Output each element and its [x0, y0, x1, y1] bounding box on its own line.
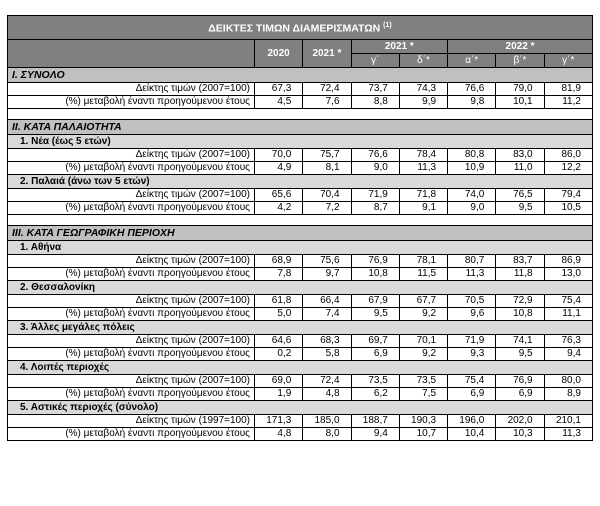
- value-cell: 72,4: [303, 82, 351, 95]
- value-cell: 72,9: [496, 294, 544, 307]
- row-label: Δείκτης τιμών (2007=100): [8, 254, 255, 267]
- group-header-row: [8, 240, 593, 254]
- value-cell: 75,6: [303, 254, 351, 267]
- table-row: [8, 161, 593, 174]
- value-cell: 8,0: [303, 427, 351, 440]
- value-cell: 9,2: [399, 347, 447, 360]
- value-cell: 80,0: [544, 374, 592, 387]
- table-row: [8, 254, 593, 267]
- value-cell: 74,0: [448, 188, 496, 201]
- value-cell: 188,7: [351, 414, 399, 427]
- section-title: III. ΚΑΤΑ ΓΕΩΓΡΑΦΙΚΗ ΠΕΡΙΟΧΗ: [8, 225, 593, 240]
- value-cell: 11,2: [544, 95, 592, 108]
- row-label: Δείκτης τιμών (2007=100): [8, 374, 255, 387]
- row-label: (%) μεταβολή έναντι προηγούμενου έτους: [8, 95, 255, 108]
- value-cell: 75,7: [303, 148, 351, 161]
- value-cell: 10,8: [496, 307, 544, 320]
- value-cell: 74,3: [399, 82, 447, 95]
- row-label: Δείκτης τιμών (1997=100): [8, 414, 255, 427]
- value-cell: 7,8: [255, 267, 303, 280]
- value-cell: 76,9: [496, 374, 544, 387]
- value-cell: 69,7: [351, 334, 399, 347]
- row-label: (%) μεταβολή έναντι προηγούμενου έτους: [8, 161, 255, 174]
- value-cell: 7,2: [303, 201, 351, 214]
- header-quarter: α΄*: [448, 53, 496, 67]
- value-cell: 73,5: [351, 374, 399, 387]
- value-cell: 79,0: [496, 82, 544, 95]
- value-cell: 65,6: [255, 188, 303, 201]
- row-label: (%) μεταβολή έναντι προηγούμενου έτους: [8, 427, 255, 440]
- value-cell: 10,9: [448, 161, 496, 174]
- value-cell: 11,3: [448, 267, 496, 280]
- value-cell: 9,0: [448, 201, 496, 214]
- value-cell: 80,8: [448, 148, 496, 161]
- value-cell: 76,9: [351, 254, 399, 267]
- value-cell: 11,3: [544, 427, 592, 440]
- value-cell: 61,8: [255, 294, 303, 307]
- group-header-row: [8, 174, 593, 188]
- value-cell: 70,0: [255, 148, 303, 161]
- value-cell: 75,4: [544, 294, 592, 307]
- value-cell: 10,8: [351, 267, 399, 280]
- value-cell: 10,3: [496, 427, 544, 440]
- table-title: [8, 16, 593, 40]
- value-cell: 7,6: [303, 95, 351, 108]
- row-label: Δείκτης τιμών (2007=100): [8, 294, 255, 307]
- value-cell: 66,4: [303, 294, 351, 307]
- row-label: Δείκτης τιμών (2007=100): [8, 334, 255, 347]
- value-cell: 8,9: [544, 387, 592, 400]
- value-cell: 9,1: [399, 201, 447, 214]
- header-2022-quarters: 2022 *: [448, 39, 593, 53]
- header-quarter: β΄*: [496, 53, 544, 67]
- value-cell: 10,5: [544, 201, 592, 214]
- header-row-years: [8, 39, 593, 53]
- value-cell: 76,6: [448, 82, 496, 95]
- value-cell: 70,5: [448, 294, 496, 307]
- value-cell: 78,1: [399, 254, 447, 267]
- value-cell: 67,7: [399, 294, 447, 307]
- value-cell: 7,5: [399, 387, 447, 400]
- value-cell: 86,9: [544, 254, 592, 267]
- table-row: [8, 347, 593, 360]
- value-cell: 9,2: [399, 307, 447, 320]
- value-cell: 11,1: [544, 307, 592, 320]
- table-row: [8, 82, 593, 95]
- value-cell: 9,6: [448, 307, 496, 320]
- value-cell: 69,0: [255, 374, 303, 387]
- group-header-row: [8, 134, 593, 148]
- price-index-table: [7, 15, 593, 441]
- value-cell: 8,8: [351, 95, 399, 108]
- value-cell: 190,3: [399, 414, 447, 427]
- value-cell: 8,7: [351, 201, 399, 214]
- title-footnote-mark: (1): [383, 22, 392, 29]
- spacer-cell: [8, 214, 593, 225]
- value-cell: 80,7: [448, 254, 496, 267]
- header-blank: [8, 39, 255, 67]
- header-quarter: δ΄*: [399, 53, 447, 67]
- value-cell: 11,3: [399, 161, 447, 174]
- value-cell: 11,8: [496, 267, 544, 280]
- table-row: [8, 267, 593, 280]
- value-cell: 9,0: [351, 161, 399, 174]
- header-quarter: γ΄: [351, 53, 399, 67]
- group-title: 5. Αστικές περιοχές (σύνολο): [8, 400, 593, 414]
- section-header-row: [8, 225, 593, 240]
- group-header-row: [8, 360, 593, 374]
- value-cell: 8,1: [303, 161, 351, 174]
- table-row: [8, 188, 593, 201]
- value-cell: 74,1: [496, 334, 544, 347]
- header-quarter: γ΄*: [544, 53, 592, 67]
- row-label: (%) μεταβολή έναντι προηγούμενου έτους: [8, 347, 255, 360]
- group-title: 1. Αθήνα: [8, 240, 593, 254]
- table-row: [8, 148, 593, 161]
- table-row: [8, 374, 593, 387]
- value-cell: 71,8: [399, 188, 447, 201]
- table-row: [8, 414, 593, 427]
- value-cell: 9,7: [303, 267, 351, 280]
- value-cell: 10,4: [448, 427, 496, 440]
- value-cell: 67,9: [351, 294, 399, 307]
- value-cell: 6,9: [496, 387, 544, 400]
- value-cell: 5,0: [255, 307, 303, 320]
- value-cell: 70,1: [399, 334, 447, 347]
- row-label: (%) μεταβολή έναντι προηγούμενου έτους: [8, 201, 255, 214]
- section-header-row: [8, 67, 593, 82]
- group-header-row: [8, 400, 593, 414]
- value-cell: 9,5: [496, 347, 544, 360]
- value-cell: 4,9: [255, 161, 303, 174]
- group-title: 2. Παλαιά (άνω των 5 ετών): [8, 174, 593, 188]
- group-title: 2. Θεσσαλονίκη: [8, 280, 593, 294]
- value-cell: 72,4: [303, 374, 351, 387]
- value-cell: 83,0: [496, 148, 544, 161]
- section-spacer: [8, 108, 593, 119]
- header-2020: 2020: [255, 39, 303, 67]
- value-cell: 71,9: [351, 188, 399, 201]
- row-label: (%) μεταβολή έναντι προηγούμενου έτους: [8, 387, 255, 400]
- spacer-cell: [8, 108, 593, 119]
- row-label: Δείκτης τιμών (2007=100): [8, 82, 255, 95]
- section-spacer: [8, 214, 593, 225]
- value-cell: 68,9: [255, 254, 303, 267]
- group-title: 1. Νέα (έως 5 ετών): [8, 134, 593, 148]
- value-cell: 68,3: [303, 334, 351, 347]
- value-cell: 4,2: [255, 201, 303, 214]
- value-cell: 64,6: [255, 334, 303, 347]
- table-title-text: ΔΕΙΚΤΕΣ ΤΙΜΩΝ ΔΙΑΜΕΡΙΣΜΑΤΩΝ: [208, 22, 381, 35]
- value-cell: 4,8: [255, 427, 303, 440]
- row-label: (%) μεταβολή έναντι προηγούμενου έτους: [8, 307, 255, 320]
- value-cell: 73,5: [399, 374, 447, 387]
- value-cell: 86,0: [544, 148, 592, 161]
- group-title: 4. Λοιπές περιοχές: [8, 360, 593, 374]
- value-cell: 11,5: [399, 267, 447, 280]
- table-row: [8, 427, 593, 440]
- value-cell: 9,4: [544, 347, 592, 360]
- group-title: 3. Άλλες μεγάλες πόλεις: [8, 320, 593, 334]
- value-cell: 9,3: [448, 347, 496, 360]
- value-cell: 5,8: [303, 347, 351, 360]
- value-cell: 6,9: [351, 347, 399, 360]
- value-cell: 0,2: [255, 347, 303, 360]
- table-row: [8, 294, 593, 307]
- table-row: [8, 387, 593, 400]
- table-row: [8, 307, 593, 320]
- value-cell: 185,0: [303, 414, 351, 427]
- value-cell: 12,2: [544, 161, 592, 174]
- value-cell: 79,4: [544, 188, 592, 201]
- table-title-row: [8, 16, 593, 40]
- value-cell: 9,8: [448, 95, 496, 108]
- value-cell: 10,1: [496, 95, 544, 108]
- section-header-row: [8, 119, 593, 134]
- value-cell: 75,4: [448, 374, 496, 387]
- value-cell: 78,4: [399, 148, 447, 161]
- row-label: (%) μεταβολή έναντι προηγούμενου έτους: [8, 267, 255, 280]
- header-2021-quarters: 2021 *: [351, 39, 448, 53]
- value-cell: 9,4: [351, 427, 399, 440]
- value-cell: 4,5: [255, 95, 303, 108]
- section-title: I. ΣΥΝΟΛΟ: [8, 67, 593, 82]
- value-cell: 6,2: [351, 387, 399, 400]
- value-cell: 10,7: [399, 427, 447, 440]
- value-cell: 210,1: [544, 414, 592, 427]
- group-header-row: [8, 320, 593, 334]
- section-title: II. ΚΑΤΑ ΠΑΛΑΙΟΤΗΤΑ: [8, 119, 593, 134]
- value-cell: 76,3: [544, 334, 592, 347]
- value-cell: 81,9: [544, 82, 592, 95]
- group-header-row: [8, 280, 593, 294]
- value-cell: 67,3: [255, 82, 303, 95]
- value-cell: 76,6: [351, 148, 399, 161]
- table-row: [8, 201, 593, 214]
- value-cell: 71,9: [448, 334, 496, 347]
- value-cell: 70,4: [303, 188, 351, 201]
- row-label: Δείκτης τιμών (2007=100): [8, 188, 255, 201]
- row-label: Δείκτης τιμών (2007=100): [8, 148, 255, 161]
- value-cell: 73,7: [351, 82, 399, 95]
- value-cell: 11,0: [496, 161, 544, 174]
- value-cell: 4,8: [303, 387, 351, 400]
- value-cell: 9,5: [351, 307, 399, 320]
- value-cell: 6,9: [448, 387, 496, 400]
- value-cell: 76,5: [496, 188, 544, 201]
- value-cell: 196,0: [448, 414, 496, 427]
- table-row: [8, 334, 593, 347]
- value-cell: 13,0: [544, 267, 592, 280]
- value-cell: 202,0: [496, 414, 544, 427]
- value-cell: 9,9: [399, 95, 447, 108]
- value-cell: 7,4: [303, 307, 351, 320]
- header-2021: 2021 *: [303, 39, 351, 67]
- value-cell: 83,7: [496, 254, 544, 267]
- value-cell: 1,9: [255, 387, 303, 400]
- value-cell: 171,3: [255, 414, 303, 427]
- value-cell: 9,5: [496, 201, 544, 214]
- table-row: [8, 95, 593, 108]
